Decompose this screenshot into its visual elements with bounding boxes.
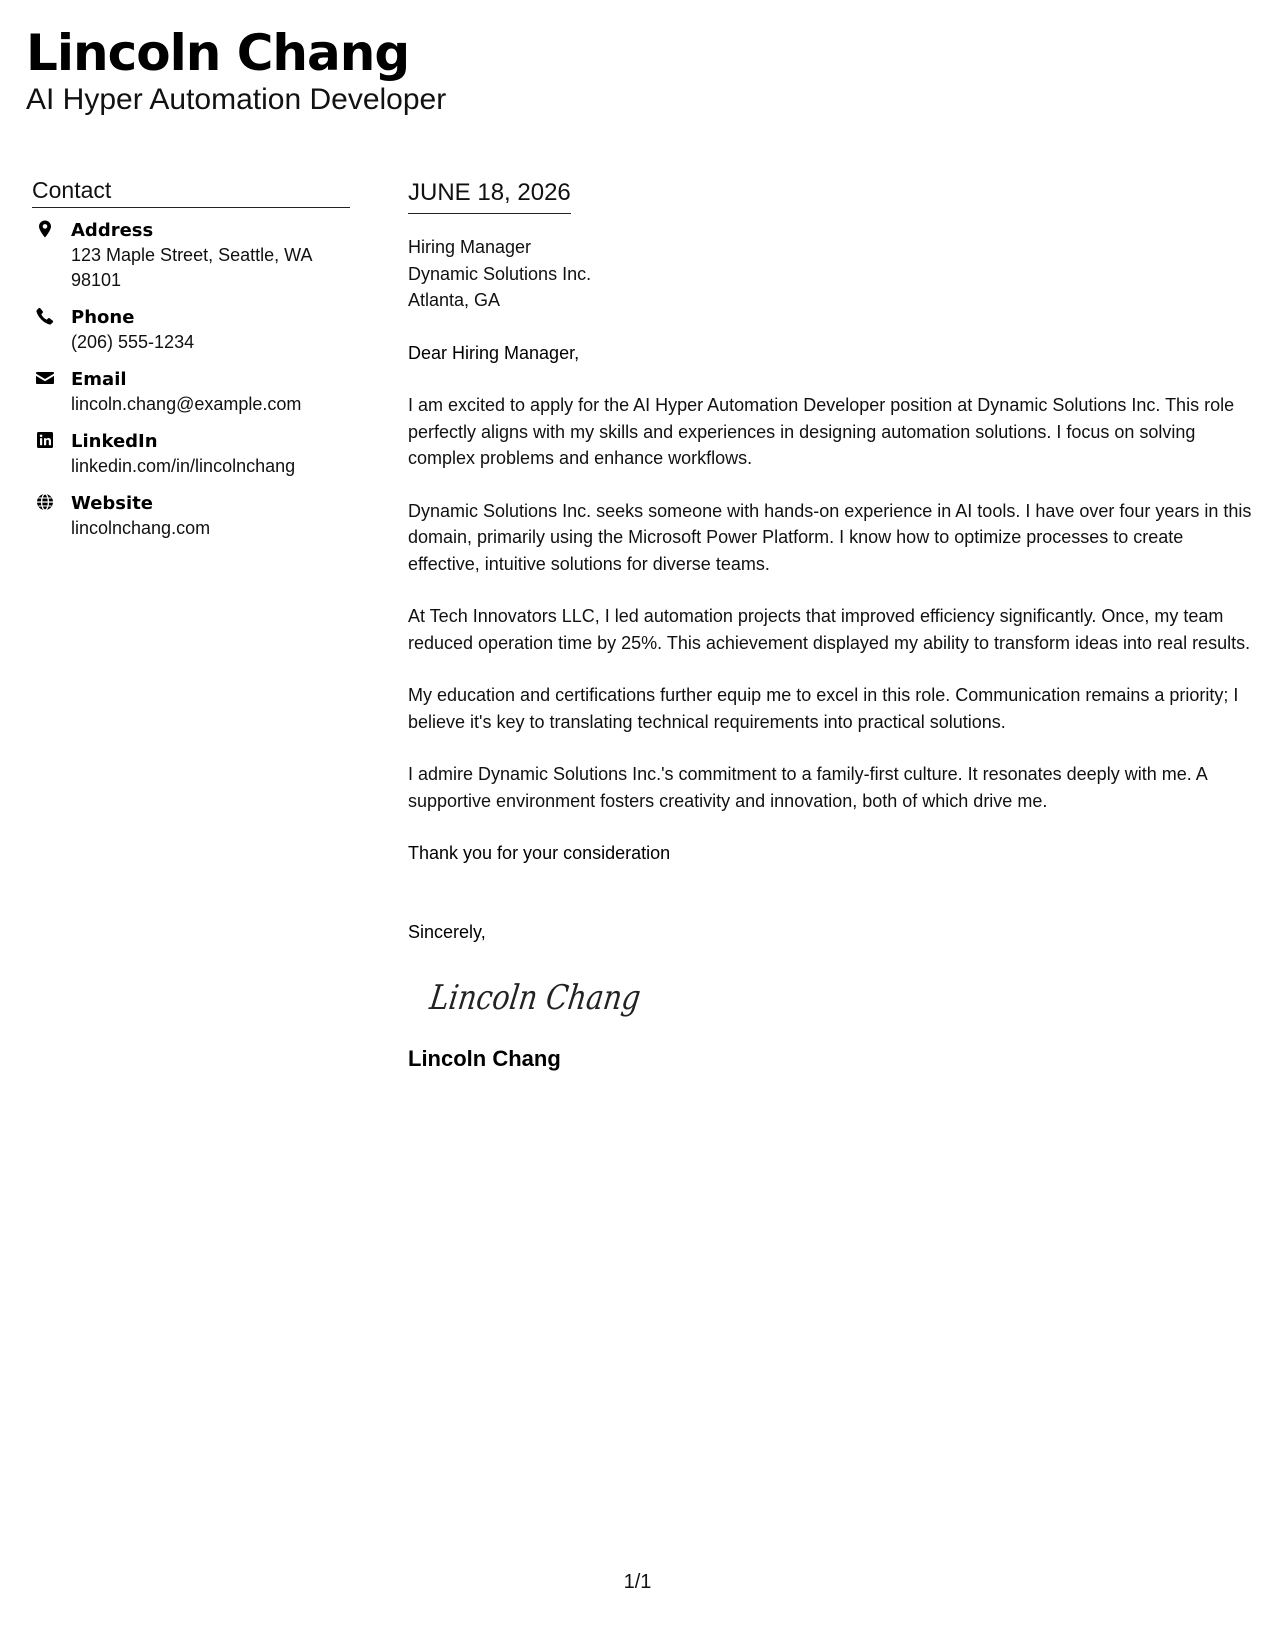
signoff: Sincerely,	[408, 921, 486, 942]
header	[26, 24, 446, 118]
closing-thanks: Thank you for your consideration	[408, 843, 671, 863]
contact-label: LinkedIn	[71, 431, 158, 452]
recipient-block	[408, 234, 1254, 314]
contact-value: linkedin.com/in/lincolnchang	[71, 456, 296, 476]
body-paragraph: I admire Dynamic Solutions Inc.'s commitment to a family-first culture. It resonates deeply with me. A supportive environment fosters creativity and innovation, both of which drive me.	[408, 764, 1207, 811]
signer-name: Lincoln Chang	[408, 1046, 561, 1071]
contact-item-address	[32, 219, 350, 293]
contact-item-website	[32, 492, 350, 541]
contact-label: Email	[71, 369, 127, 390]
body-paragraph: I am excited to apply for the AI Hyper Automation Developer position at Dynamic Solutions Inc. This role perfectly aligns with my skills and experiences in designing automation solutions. I focus on solving complex problems and enhance workflows.	[408, 395, 1235, 468]
contact-item-phone	[32, 306, 350, 355]
recipient-line: Atlanta, GA	[408, 290, 501, 310]
contact-label: Phone	[71, 307, 135, 328]
letter-body	[408, 178, 1254, 1073]
linkedin-icon	[35, 430, 55, 450]
contact-value: lincolnchang.com	[71, 518, 211, 538]
contact-value: 123 Maple Street, Seattle, WA 98101	[71, 245, 312, 290]
contact-item-email	[32, 368, 350, 417]
map-marker-icon	[35, 219, 55, 239]
contact-heading: Contact	[32, 176, 350, 208]
contact-item-linkedin	[32, 430, 350, 479]
contact-label: Address	[71, 220, 154, 241]
contact-value: lincoln.chang@example.com	[71, 394, 302, 414]
handwritten-signature	[427, 971, 684, 1025]
envelope-icon	[35, 368, 55, 388]
body-paragraph: My education and certifications further equip me to excel in this role. Communication remains a priority; I believe it's key to translating technical requirements into practical solutions.	[408, 685, 1239, 732]
globe-icon	[35, 492, 55, 512]
phone-icon	[35, 306, 55, 326]
body-paragraph: At Tech Innovators LLC, I led automation projects that improved efficiency significantly. Once, my team reduced operation time by 25%. This achievement displayed my ability to transform ideas into real results.	[408, 606, 1251, 653]
contact-label: Website	[71, 493, 154, 514]
letter-date: JUNE 18, 2026	[408, 178, 571, 214]
svg-text:Lincoln Chang: Lincoln Chang	[427, 978, 684, 1018]
recipient-line: Dynamic Solutions Inc.	[408, 263, 592, 284]
body-paragraph: Dynamic Solutions Inc. seeks someone with hands-on experience in AI tools. I have over four years in this domain, primarily using the Microsoft Power Platform. I know how to optimize processes to create effective, intuitive solutions for diverse teams.	[408, 500, 1252, 574]
applicant-name: Lincoln Chang	[26, 24, 410, 82]
salutation: Dear Hiring Manager,	[408, 342, 580, 363]
contact-sidebar	[32, 176, 350, 554]
recipient-line: Hiring Manager	[408, 237, 532, 257]
applicant-title: AI Hyper Automation Developer	[26, 83, 447, 116]
contact-value: (206) 555-1234	[71, 332, 195, 352]
page-number: 1/1	[623, 1571, 652, 1593]
